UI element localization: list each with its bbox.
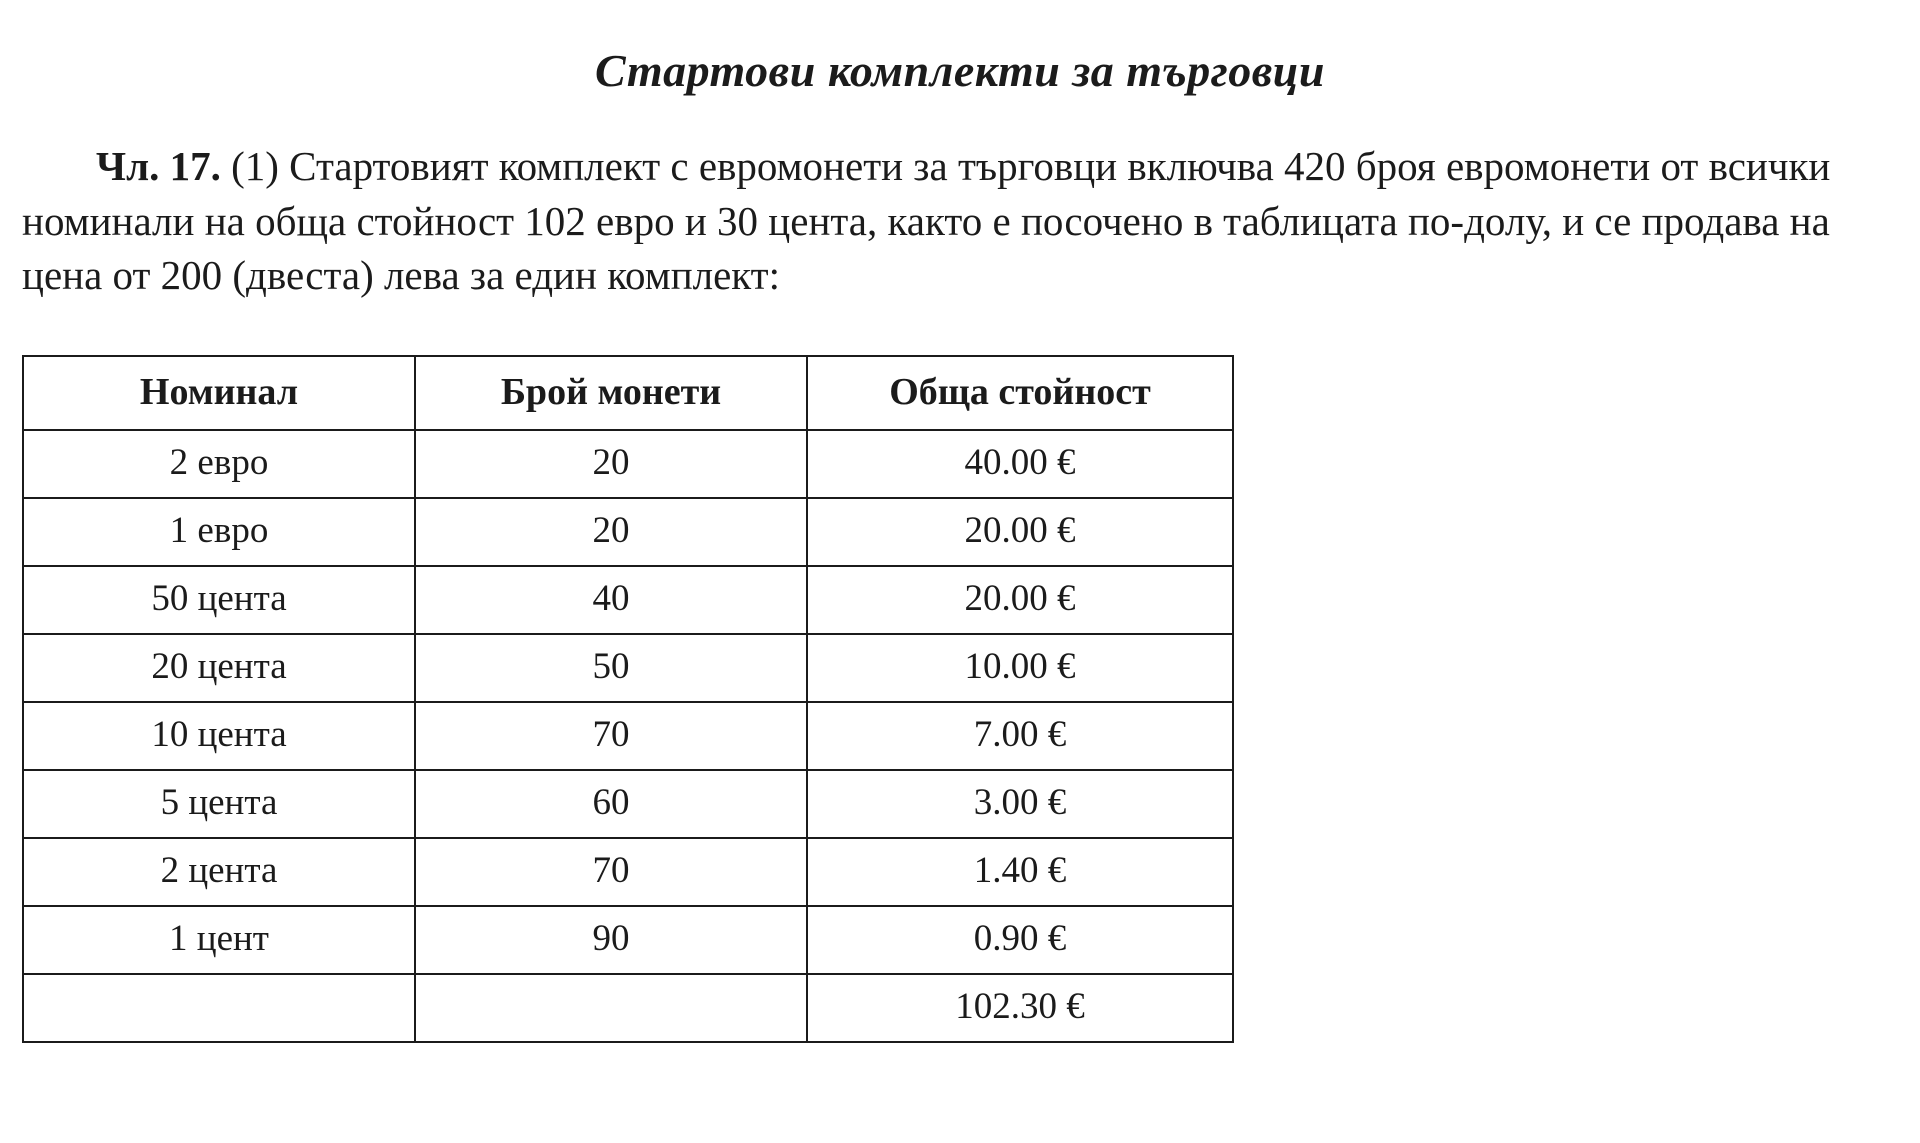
cell-count: 70 (415, 838, 807, 906)
cell-count: 20 (415, 430, 807, 498)
cell-denomination: 50 цента (23, 566, 415, 634)
cell-count: 40 (415, 566, 807, 634)
cell-denomination: 1 цент (23, 906, 415, 974)
cell-value: 20.00 € (807, 566, 1233, 634)
table-row (23, 770, 1233, 838)
table-row (23, 498, 1233, 566)
cell-count: 90 (415, 906, 807, 974)
cell-value: 1.40 € (807, 838, 1233, 906)
table-body (23, 430, 1233, 1042)
article-paragraph (0, 97, 1920, 303)
cell-count-empty (415, 974, 807, 1042)
cell-value: 20.00 € (807, 498, 1233, 566)
table-row (23, 838, 1233, 906)
cell-value: 10.00 € (807, 634, 1233, 702)
table-row (23, 430, 1233, 498)
starter-kit-table (22, 355, 1234, 1043)
cell-value: 40.00 € (807, 430, 1233, 498)
coin-table-wrapper (0, 303, 1920, 1043)
cell-count: 70 (415, 702, 807, 770)
cell-denomination: 5 цента (23, 770, 415, 838)
cell-denomination-empty (23, 974, 415, 1042)
cell-value: 7.00 € (807, 702, 1233, 770)
article-label: Чл. 17. (96, 143, 221, 189)
cell-denomination: 2 евро (23, 430, 415, 498)
page-title: Стартови комплекти за търговци (595, 45, 1325, 96)
table-header (23, 356, 1233, 430)
table-row (23, 702, 1233, 770)
column-header-count: Брой монети (415, 356, 807, 430)
table-header-row (23, 356, 1233, 430)
cell-count: 60 (415, 770, 807, 838)
cell-count: 50 (415, 634, 807, 702)
cell-denomination: 20 цента (23, 634, 415, 702)
cell-total-value: 102.30 € (807, 974, 1233, 1042)
column-header-denomination: Номинал (23, 356, 415, 430)
column-header-value: Обща стойност (807, 356, 1233, 430)
table-row (23, 634, 1233, 702)
cell-value: 0.90 € (807, 906, 1233, 974)
cell-value: 3.00 € (807, 770, 1233, 838)
paragraph-text: Стартовият комплект с евромонети за търговци включва 420 броя евромонети от всички номинали на обща стойност 102 евро и 30 цента, както е посочено в таблицата по-долу, и се продава на цена от 200 (двеста) лева за един комплект: (22, 143, 1831, 299)
cell-count: 20 (415, 498, 807, 566)
paragraph-number: (1) (231, 143, 279, 189)
cell-denomination: 1 евро (23, 498, 415, 566)
table-row (23, 566, 1233, 634)
table-total-row (23, 974, 1233, 1042)
cell-denomination: 2 цента (23, 838, 415, 906)
table-row (23, 906, 1233, 974)
cell-denomination: 10 цента (23, 702, 415, 770)
